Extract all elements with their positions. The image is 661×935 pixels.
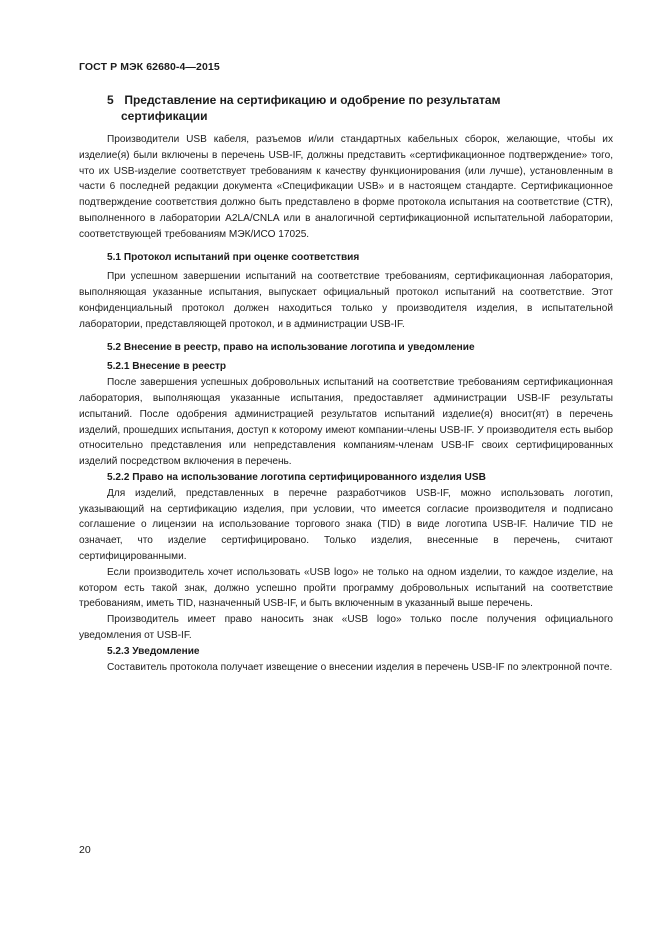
section-5-2-1-heading: 5.2.1 Внесение в реестр <box>107 361 227 373</box>
page-content <box>79 92 613 675</box>
section-5-2-2-heading: 5.2.2 Право на использование логотипа сертифицированного изделия USB <box>107 471 486 483</box>
standard-designation: ГОСТ Р МЭК 62680-4—2015 <box>79 61 220 73</box>
section-5-paragraph: Производители USB кабеля, разъемов и/или стандартных кабельных сборок, желающие, чтобы их изделие(я) были включены в перечень USB-IF, должны представить «сертификационное подтверждение» того, что их USB-изделие соответствует требованиям к качеству функционирования (или лучше), установленным в части 6 последней редакции документа «Спецификации USB» и в настоящем стандарте. Сертификационное подтверждение соответствия должно быть представлено в форме протокола испытания на соответствие (CTR), выполненного в лаборатории A2LA/CNLA или в аналогичной сертификационной испытательной лаборатории, соответствующей требованиям МЭК/ИСО 17025. <box>79 134 613 240</box>
section-5-2-2-paragraph-1: Для изделий, представленных в перечне разработчиков USB-IF, можно использовать логотип, указывающий на сертификацию изделия, при условии, что имеется согласие производителя и подписано соглашение о лицензии на использование торгового знака (TID) в виде логотипа USB-IF. Наличие TID не означает, что изделие сертифицировано. Только изделия, внесенные в перечень, считают сертифицированными. <box>79 487 613 562</box>
section-5-2-2-paragraph-2: Если производитель хочет использовать «USB logo» не только на одном изделии, то каждое изделие, на котором есть такой знак, должно успешно пройти программу добровольных испытаний на соответствие требованиям, иметь TID, назначенный USB-IF, и быть включенным в указанный выше перечень. <box>79 566 613 610</box>
section-5-2-3-paragraph: Составитель протокола получает извещение о внесении изделия в перечень USB-IF по электронной почте. <box>107 661 613 673</box>
section-5-title-line1: Представление на сертификацию и одобрение по результатам <box>124 93 501 107</box>
section-5-heading <box>79 92 613 124</box>
section-5-2-1-paragraph: После завершения успешных добровольных испытаний на соответствие требованиям сертификационная лаборатория, выполняющая указанные испытания, предоставляет администрации USB-IF результаты испытаний. После одобрения администрацией результатов испытаний изделие(я) вносит(ят) в перечень изделий, прошедших испытания, доступ к которому имеют компании-члены USB-IF. У производителя есть выбор относительно представления или непредставления компаниям-членам USB-IF своих сертифицированных изделий посредством включения в перечень. <box>79 377 613 468</box>
section-5-2-heading: 5.2 Внесение в реестр, право на использование логотипа и уведомление <box>107 341 475 353</box>
section-5-2-3-heading: 5.2.3 Уведомление <box>107 645 200 657</box>
section-5-2-2-paragraph-3: Производитель имеет право наносить знак «USB logo» только после получения официального уведомления от USB-IF. <box>79 614 613 641</box>
section-5-title-line2: сертификации <box>121 109 208 123</box>
section-5-1-heading: 5.1 Протокол испытаний при оценке соответствия <box>107 251 360 263</box>
page-number: 20 <box>79 844 91 856</box>
section-5-1-paragraph: При успешном завершении испытаний на соответствие требованиям, сертификационная лаборатория, выполняющая указанные испытания, выпускает официальный протокол испытаний на соответствие. Этот конфиденциальный протокол должен находиться только у производителя изделия, в испытательной лаборатории, представляющей протокол, и в администрации USB-IF. <box>79 271 613 330</box>
section-5-number: 5 <box>107 93 114 107</box>
